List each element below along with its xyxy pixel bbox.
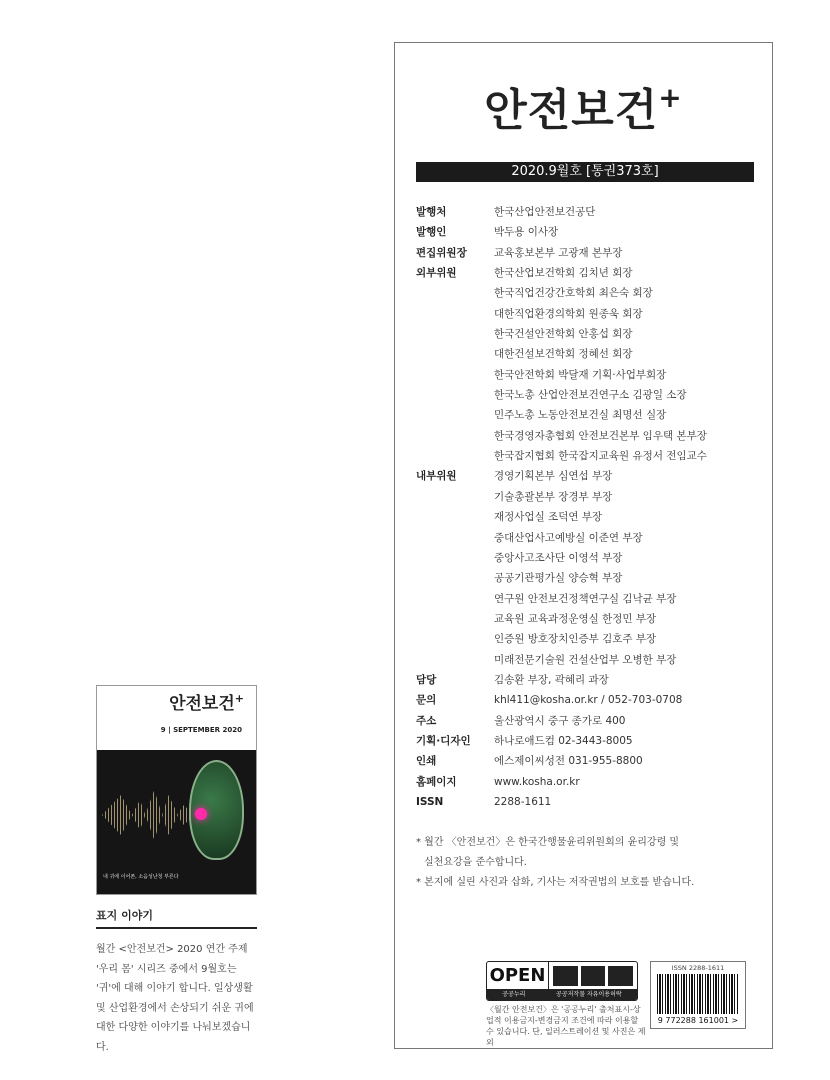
credit-row	[416, 222, 766, 242]
credits-list	[416, 202, 766, 812]
credit-label: ISSN	[416, 795, 444, 808]
credit-value: 한국경영자총협회 안전보건본부 임우택 본부장	[494, 429, 707, 442]
cover-image	[96, 685, 257, 895]
credit-label: 주소	[416, 714, 437, 727]
credit-value: 대한직업환경의학회 원종욱 회장	[494, 307, 643, 320]
credit-label: 편집위원장	[416, 246, 467, 259]
masthead-panel	[394, 42, 773, 1049]
credit-row	[416, 548, 766, 568]
credit-row	[416, 670, 766, 690]
cover-title	[169, 694, 244, 714]
credit-label: 발행인	[416, 226, 447, 239]
credit-value: 인증원 방호장치인증부 김호주 부장	[494, 633, 657, 646]
barcode-number: 9 772288 161001 >	[657, 1016, 739, 1025]
credit-label	[416, 324, 494, 344]
credit-row	[416, 263, 766, 283]
open-left-label: 공공누리	[502, 991, 526, 998]
credit-row	[416, 711, 766, 731]
credit-value: 교육원 교육과정운영실 한정민 부장	[494, 612, 657, 625]
credit-label: 담당	[416, 673, 437, 686]
credit-label	[416, 650, 494, 670]
credit-value: 미래전문기술원 건설산업부 오병한 부장	[494, 653, 677, 666]
title-plus: +	[658, 81, 683, 114]
credit-value: 2288-1611	[494, 795, 552, 808]
credit-label: 내부위원	[416, 470, 457, 483]
credit-row	[416, 751, 766, 771]
credit-row	[416, 629, 766, 649]
note-1-cont: 실천요강을 준수합니다.	[424, 857, 527, 868]
credit-label	[416, 609, 494, 629]
credit-row	[416, 446, 766, 466]
credit-label	[416, 365, 494, 385]
credit-value: 중대산업사고예방실 이준연 부장	[494, 531, 643, 544]
credit-value: 김송환 부장, 곽혜리 과장	[494, 673, 609, 686]
attribution-icon	[553, 966, 578, 986]
credit-label	[416, 589, 494, 609]
credit-value: 공공기관평가실 양승혁 부장	[494, 572, 623, 585]
credit-row	[416, 650, 766, 670]
cover-title-text: 안전보건	[169, 694, 235, 714]
credit-label: 홈페이지	[416, 775, 457, 788]
credit-row	[416, 405, 766, 425]
credit-value: khl411@kosha.or.kr / 052-703-0708	[494, 694, 683, 707]
credit-value: 한국노총 산업안전보건연구소 김광일 소장	[494, 389, 687, 402]
credit-row	[416, 609, 766, 629]
credit-value: 박두용 이사장	[494, 226, 559, 239]
credit-row	[416, 528, 766, 548]
credit-row	[416, 589, 766, 609]
credit-value: 울산광역시 중구 종가로 400	[494, 714, 626, 727]
credit-row	[416, 568, 766, 588]
credit-value: 한국산업안전보건공단	[494, 206, 596, 218]
cover-issue: 9 | SEPTEMBER 2020	[160, 726, 242, 734]
credit-value: 에스제이씨성전 031-955-8800	[494, 755, 643, 768]
credit-label	[416, 548, 494, 568]
issue-bar: 2020.9월호 [통권373호]	[416, 162, 754, 182]
credit-row	[416, 426, 766, 446]
credit-label	[416, 507, 494, 527]
credit-label: 인쇄	[416, 755, 437, 768]
credit-label	[416, 426, 494, 446]
credit-row	[416, 466, 766, 486]
credit-value: 기술총괄본부 장경부 부장	[494, 490, 613, 503]
credit-row	[416, 202, 766, 222]
credit-value: 한국안전학회 박달재 기획·사업부회장	[494, 368, 667, 381]
cover-title-plus: +	[234, 692, 244, 705]
credit-row	[416, 792, 766, 812]
note-2: * 본지에 실린 사진과 삽화, 기사는 저작권법의 보호를 받습니다.	[416, 877, 695, 888]
credit-row	[416, 385, 766, 405]
soundwave-graphic	[102, 790, 197, 840]
credit-value: 한국산업보건학회 김치년 회장	[494, 267, 633, 280]
noderivs-icon	[608, 966, 633, 986]
credit-label	[416, 568, 494, 588]
notes	[416, 833, 766, 893]
cover-story-text: 월간 <안전보건> 2020 연간 주제 '우리 몸' 시리즈 중에서 9월호는 '귀'에 대해 이야기 합니다. 일상생활 및 산업환경에서 손상되기 쉬운 귀에 대한 다양한 이야기를 나눠보겠습니다.	[96, 944, 254, 1053]
credit-row	[416, 507, 766, 527]
credit-row	[416, 731, 766, 751]
credit-label	[416, 283, 494, 303]
credit-label	[416, 304, 494, 324]
credit-label	[416, 446, 494, 466]
credit-row	[416, 243, 766, 263]
credit-value: www.kosha.or.kr	[494, 775, 580, 788]
credit-value: 재정사업실 조덕연 부장	[494, 511, 603, 524]
credit-value: 경영기획본부 심연섭 부장	[494, 470, 613, 483]
note-1: * 월간 〈안전보건〉은 한국간행물윤리위원회의 윤리강령 및	[416, 837, 680, 848]
credit-label: 문의	[416, 694, 437, 707]
credit-value: 한국직업건강간호학회 최은숙 회장	[494, 287, 653, 300]
credit-value: 하나로애드컴 02-3443-8005	[494, 734, 633, 747]
barcode-lines	[657, 974, 739, 1014]
credit-label	[416, 385, 494, 405]
cover-art	[97, 750, 256, 895]
credit-value: 한국건설안전학회 안홍섭 회장	[494, 328, 633, 341]
cover-story-heading: 표지 이야기	[96, 909, 257, 929]
credit-row	[416, 304, 766, 324]
credit-value: 한국잡지협회 한국잡지교육원 유정서 전임교수	[494, 450, 707, 463]
credit-row	[416, 324, 766, 344]
credit-label	[416, 487, 494, 507]
glow-dot	[195, 808, 207, 820]
credit-row	[416, 487, 766, 507]
credit-label	[416, 344, 494, 364]
credit-row	[416, 344, 766, 364]
credit-label	[416, 405, 494, 425]
credit-value: 대한건설보건학회 정혜선 회장	[494, 348, 633, 361]
credit-value: 교육홍보본부 고광재 본부장	[494, 246, 623, 259]
credit-label: 외부위원	[416, 267, 457, 280]
credit-row	[416, 772, 766, 792]
cover-caption: 내 귀에 이어폰, 소음성난청 부른다	[103, 874, 179, 880]
barcode	[650, 961, 746, 1029]
magazine-title	[395, 81, 772, 136]
license-text: 〈월간 안전보건〉은 '공공누리' 출처표시-상업적 이용금지-변경금지 조건에 따라 이용할 수 있습니다. 단, 일러스트레이션 및 사진은 제외	[486, 1005, 646, 1047]
open-license-badge	[486, 961, 638, 1001]
credit-label: 기획·디자인	[416, 734, 471, 747]
credit-row	[416, 283, 766, 303]
credit-label	[416, 629, 494, 649]
noncommercial-icon	[581, 966, 606, 986]
barcode-issn: ISSN 2288-1611	[671, 964, 725, 972]
open-logo: OPEN	[487, 962, 549, 990]
credit-label	[416, 528, 494, 548]
credit-row	[416, 365, 766, 385]
credit-value: 연구원 안전보건정책연구실 김낙균 부장	[494, 592, 677, 605]
title-text: 안전보건	[484, 85, 659, 136]
credit-value: 중앙사고조사단 이영석 부장	[494, 551, 623, 564]
credit-value: 민주노총 노동안전보건실 최명선 실장	[494, 409, 667, 422]
credit-label: 발행처	[416, 206, 447, 218]
open-right-label: 공공저작물 자유이용허락	[556, 991, 622, 998]
credit-row	[416, 690, 766, 710]
